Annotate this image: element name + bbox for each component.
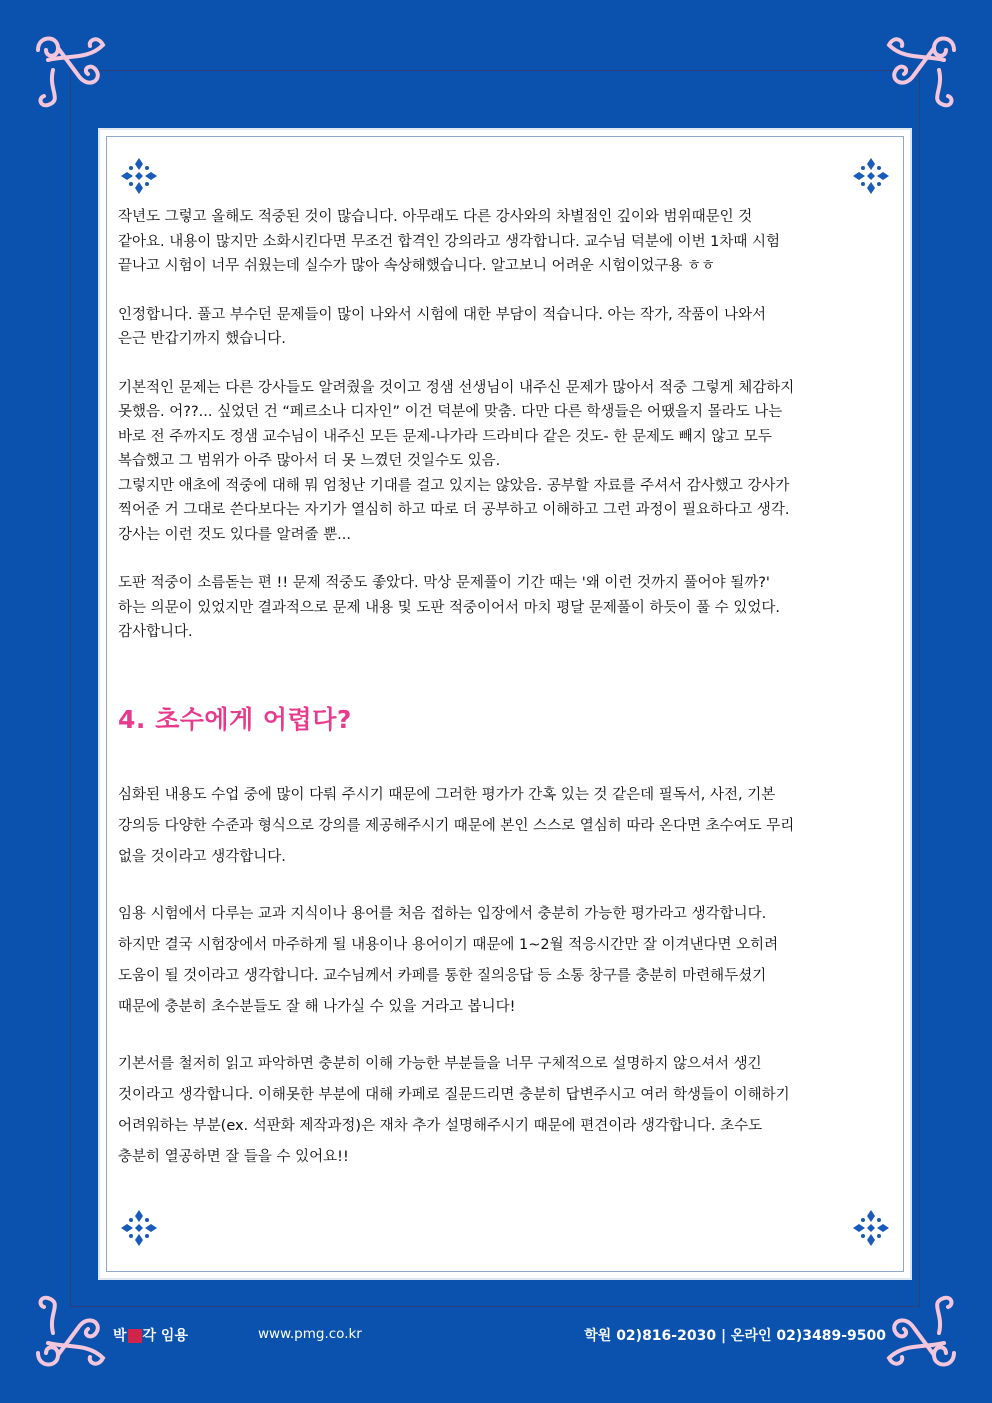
flourish-icon: [884, 1293, 964, 1373]
text-line: 임용 시험에서 다루는 교과 지식이나 용어를 처음 접하는 입장에서 충분히 가능한 평가라고 생각합니다.: [118, 906, 767, 922]
text-line: 심화된 내용도 수업 중에 많이 다뤄 주시기 때문에 그러한 평가가 간혹 있는 것 같은데 필독서, 사전, 기본: [118, 787, 776, 803]
text-line: 없을 것이라고 생각합니다.: [118, 849, 286, 865]
website-link[interactable]: www.pmg.co.kr: [258, 1326, 362, 1342]
text-line: 하는 의문이 있었지만 결과적으로 문제 내용 및 도판 적중이어서 마치 평달 문제풀이 하듯이 풀 수 있었다.: [118, 599, 781, 616]
section1-text: [118, 205, 890, 669]
diamond-cluster-icon: [851, 156, 891, 196]
section-heading: 4. 초수에게 어렵다?: [118, 705, 352, 734]
logo-mark-icon: [128, 1329, 142, 1343]
text-line: 충분히 열공하면 잘 들을 수 있어요!!: [118, 1149, 349, 1165]
text-line: 기본서를 철저히 읽고 파악하면 충분히 이해 가능한 부분들을 너무 구체적으로 설명하지 않으셔서 생긴: [118, 1056, 762, 1072]
text-line: 감사합니다.: [118, 624, 193, 640]
diamond-cluster-icon: [119, 156, 159, 196]
contact-info: 학원 02)816-2030 | 온라인 02)3489-9500: [584, 1328, 886, 1344]
text-line: 어려워하는 부분(ex. 석판화 제작과정)은 재차 추가 설명해주시기 때문에 편견이라 생각합니다. 초수도: [118, 1118, 763, 1134]
text-line: 은근 반갑기까지 했습니다.: [118, 331, 286, 347]
paragraph: [118, 780, 890, 873]
diamond-cluster-icon: [119, 1208, 159, 1248]
paragraph: [118, 376, 890, 548]
text-line: 것이라고 생각합니다. 이해못한 부분에 대해 카페로 질문드리면 충분히 답변주시고 여러 학생들이 이해하기: [118, 1087, 790, 1103]
text-line: 때문에 충분히 초수분들도 잘 해 나가실 수 있을 거라고 봅니다!: [118, 999, 516, 1015]
text-line: 작년도 그렇고 올해도 적중된 것이 많습니다. 아무래도 다른 강사와의 차별점인 깊이와 범위때문인 것: [118, 209, 753, 225]
flourish-icon: [28, 1293, 108, 1373]
text-line: 끝나고 시험이 너무 쉬웠는데 실수가 많아 속상해했습니다. 알고보니 어려운 시험이었구용 ㅎㅎ: [118, 258, 715, 274]
logo-text-left: 박: [113, 1328, 127, 1344]
diamond-cluster-icon: [851, 1208, 891, 1248]
paragraph: [118, 571, 890, 645]
text-line: 강의등 다양한 수준과 형식으로 강의를 제공해주시기 때문에 본인 스스로 열심히 따라 온다면 초수여도 무리: [118, 818, 795, 834]
flourish-icon: [28, 30, 108, 110]
text-line: 못했음. 어??... 싶었던 건 “페르소나 디자인” 이건 덕분에 맞춤. 다만 다른 학생들은 어땠을지 몰라도 나는: [118, 404, 783, 420]
text-line: 같아요. 내용이 많지만 소화시킨다면 무조건 합격인 강의라고 생각합니다. 교수님 덕분에 이번 1차때 시험: [118, 233, 781, 250]
flourish-icon: [884, 30, 964, 110]
text-line: 인정합니다. 풀고 부수던 문제들이 많이 나와서 시험에 대한 부담이 적습니다. 아는 작가, 작품이 나와서: [118, 306, 767, 323]
text-line: 찍어준 거 그대로 쓴다보다는 자기가 열심히 하고 따로 더 공부하고 이해하고 그런 과정이 필요하다고 생각.: [118, 502, 790, 518]
text-line: 강사는 이런 것도 있다를 알려줄 뿐...: [118, 526, 351, 543]
section2-text: [118, 780, 890, 1199]
logo-text-right: 각 임용: [142, 1328, 188, 1344]
text-line: 바로 전 주까지도 정샘 교수님이 내주신 모든 문제-나가라 드라비다 같은 것도- 한 문제도 빼지 않고 모두: [118, 428, 772, 445]
brand-logo[interactable]: [113, 1325, 188, 1345]
paragraph: [118, 205, 890, 279]
text-line: 그렇지만 애초에 적중에 대해 뭐 엄청난 기대를 걸고 있지는 않았음. 공부할 자료를 주셔서 감사했고 강사가: [118, 477, 790, 494]
text-line: 도움이 될 것이라고 생각합니다. 교수님께서 카페를 통한 질의응답 등 소통 창구를 충분히 마련해두셨기: [118, 968, 767, 984]
text-line: 복습했고 그 범위가 아주 많아서 더 못 느꼈던 것일수도 있음.: [118, 453, 501, 469]
paragraph: [118, 899, 890, 1023]
text-line: 하지만 결국 시험장에서 마주하게 될 내용이나 용어이기 때문에 1~2월 적응시간만 잘 이겨낸다면 오히려: [118, 937, 779, 953]
paragraph: [118, 1049, 890, 1173]
paragraph: [118, 303, 890, 352]
text-line: 기본적인 문제는 다른 강사들도 알려줬을 것이고 정샘 선생님이 내주신 문제가 많아서 적중 그렇게 체감하지: [118, 379, 795, 396]
text-line: 도판 적중이 소름돋는 편 !! 문제 적중도 좋았다. 막상 문제풀이 기간 때는 '왜 이런 것까지 풀어야 될까?': [118, 575, 770, 591]
